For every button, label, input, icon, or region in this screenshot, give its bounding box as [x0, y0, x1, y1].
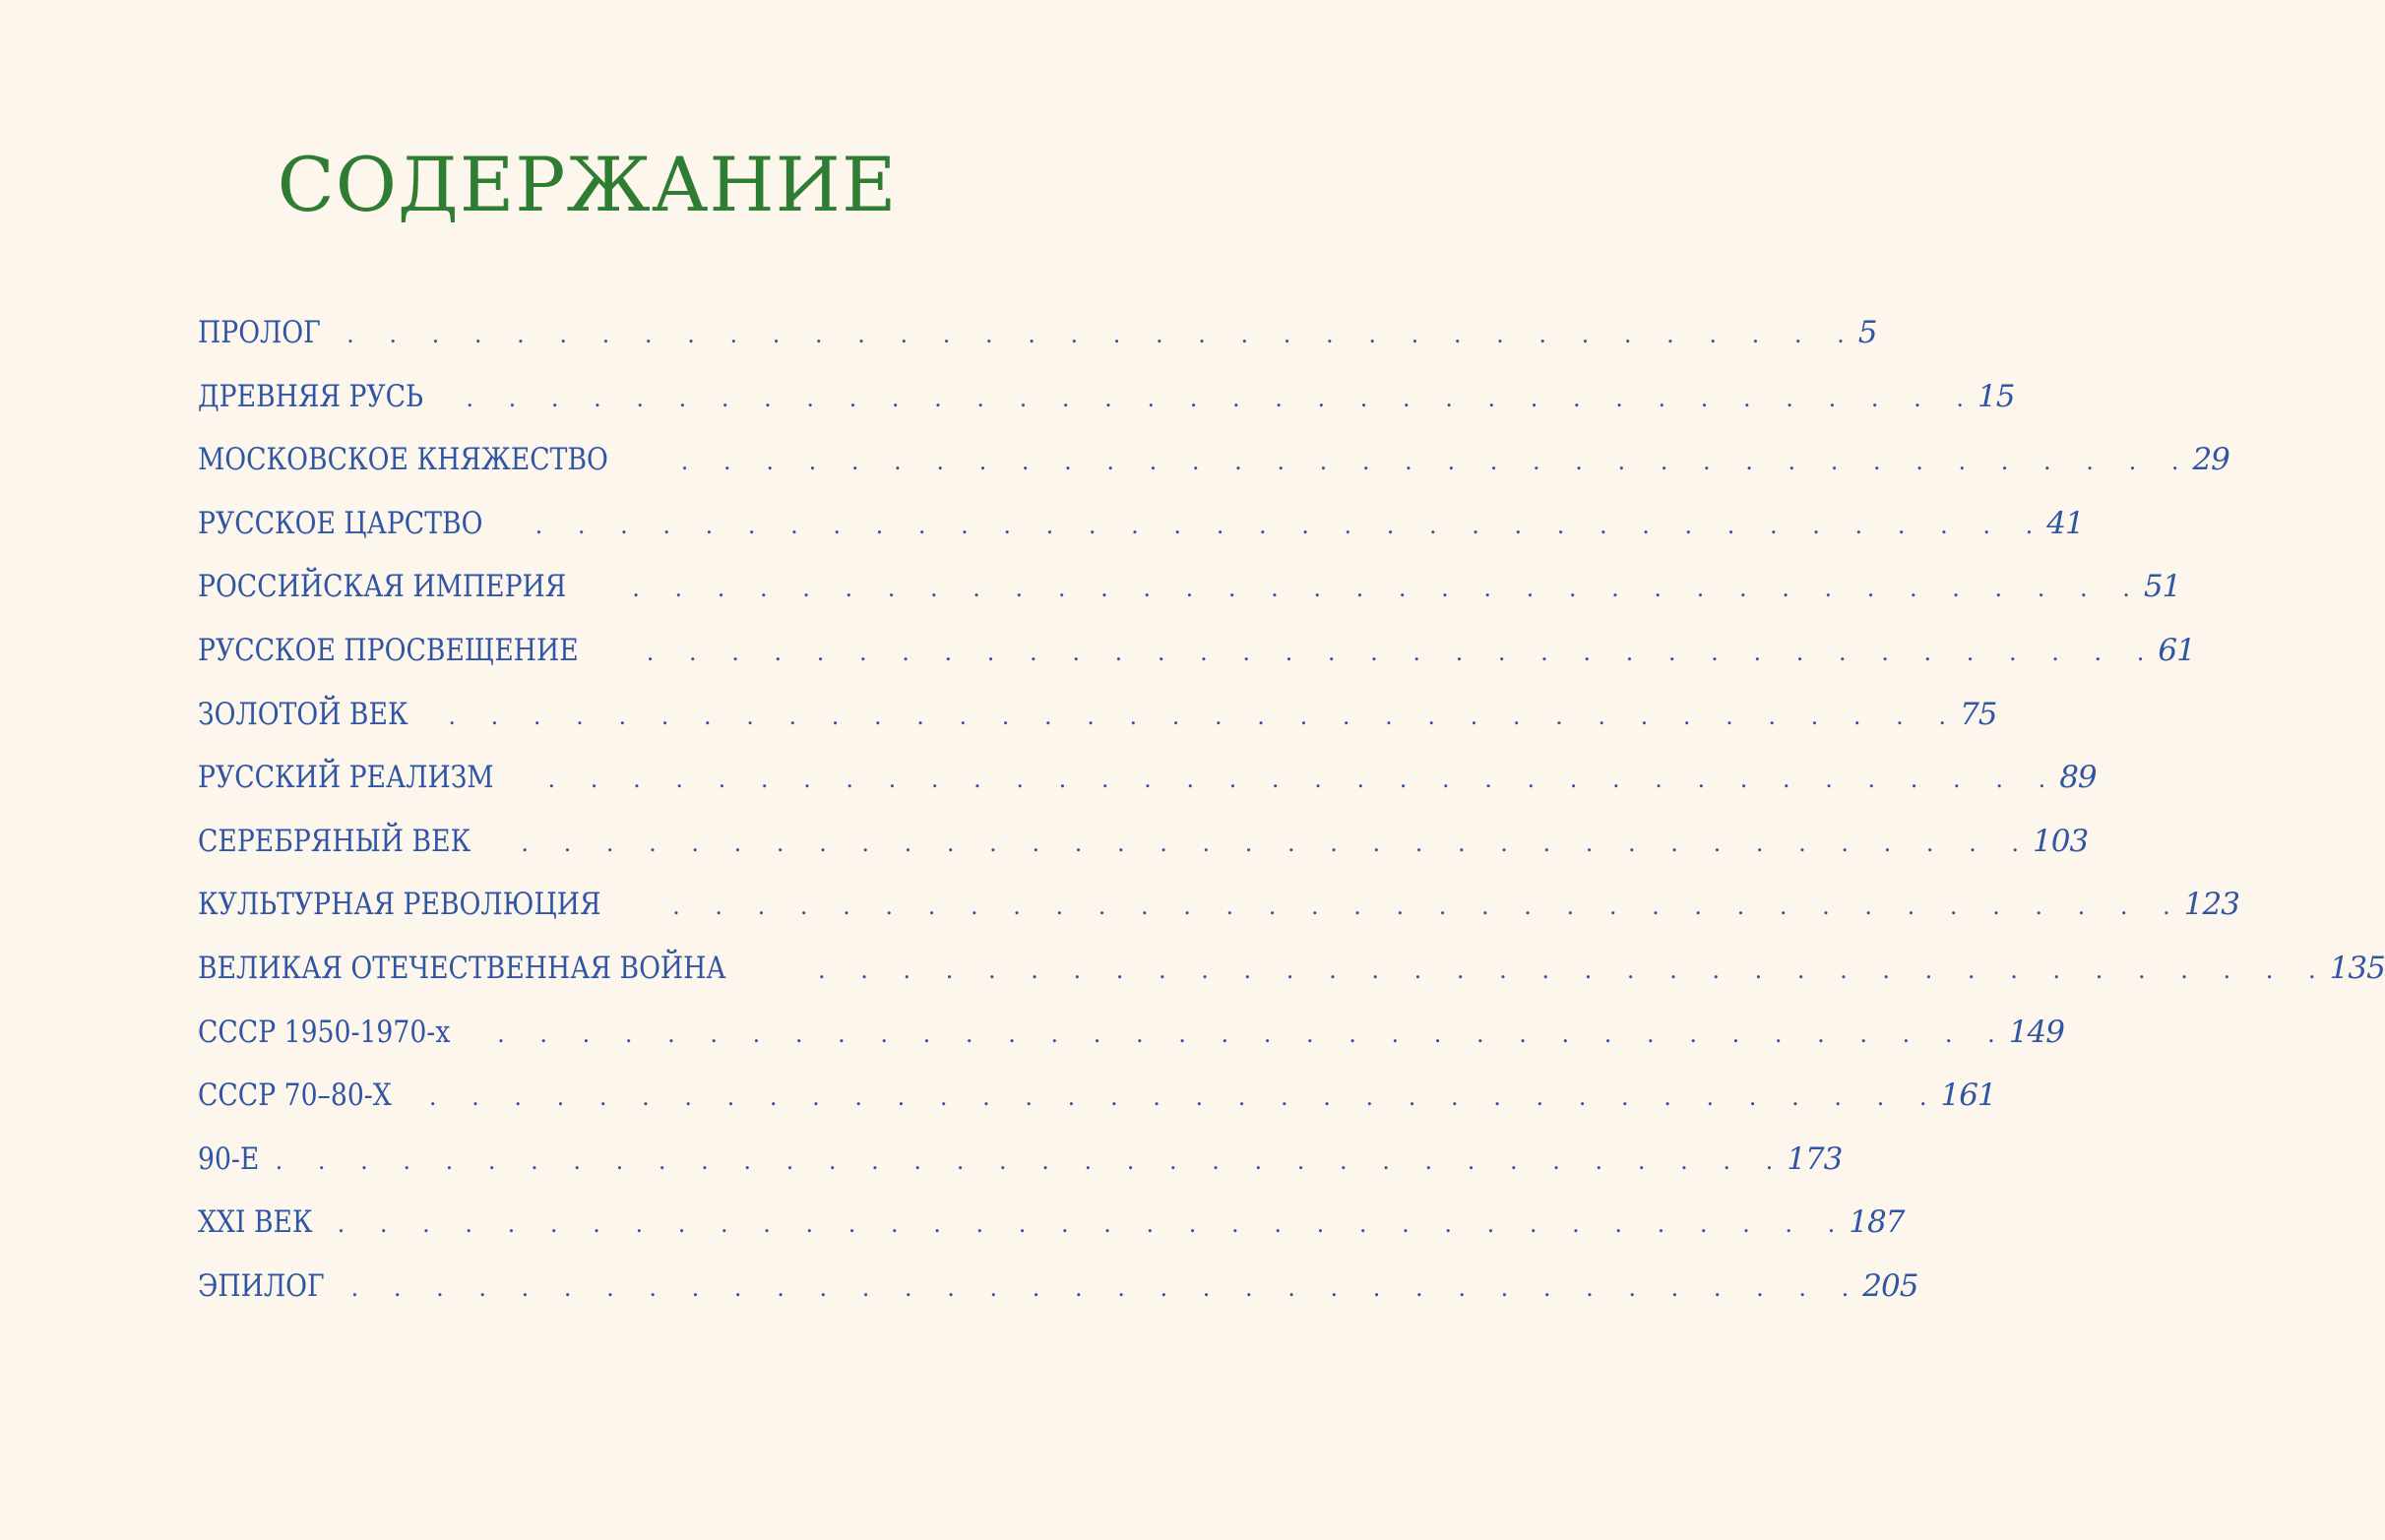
toc-entry[interactable] — [198, 887, 2239, 951]
toc-entry-label: ПРОЛОГ — [198, 315, 321, 350]
toc-entry[interactable] — [198, 505, 2084, 570]
dot-leader: . . . . . . . . . . . . . . . . . . . . . . . . . . . . . . . . . . . . — [547, 766, 2060, 794]
toc-entry-label: РУССКОЕ ЦАРСТВО — [198, 505, 483, 541]
toc-entry-label: ВЕЛИКАЯ ОТЕЧЕСТВЕННАЯ ВОЙНА — [198, 950, 726, 986]
toc-entry-page: 149 — [2008, 1014, 2064, 1050]
toc-entry[interactable] — [198, 1078, 1996, 1141]
toc-entry-label: РУССКИЙ РЕАЛИЗМ — [198, 760, 494, 796]
toc-entry[interactable] — [198, 442, 2229, 506]
toc-entry-label: ЗОЛОТОЙ ВЕК — [198, 696, 408, 732]
toc-entry-label: МОСКОВСКОЕ КНЯЖЕСТВО — [198, 442, 608, 478]
toc-entry-label: ЭПИЛОГ — [198, 1267, 325, 1304]
toc-entry-page: 173 — [1787, 1140, 1843, 1177]
toc-entry-label: СЕРЕБРЯНЫЙ ВЕК — [198, 823, 471, 859]
dot-leader: . . . . . . . . . . . . . . . . . . . . . . . . . . . . . . . . . . . . — [646, 638, 2159, 666]
dot-leader: . . . . . . . . . . . . . . . . . . . . . . . . . . . . . . . . . . . . — [680, 448, 2193, 476]
toc-entry-page: 51 — [2143, 569, 2181, 605]
toc-entry-label: 90-Е — [198, 1140, 260, 1177]
dot-leader: . . . . . . . . . . . . . . . . . . . . . . . . . . . . . . . . . . . . — [275, 1146, 1788, 1175]
toc-entry[interactable] — [198, 760, 2097, 824]
dot-leader: . . . . . . . . . . . . . . . . . . . . . . . . . . . . . . . . . . . . — [350, 1273, 1863, 1302]
page-title: СОДЕРЖАНИЕ — [277, 141, 898, 228]
toc-entry-label: ДРЕВНЯЯ РУСЬ — [198, 378, 424, 414]
dot-leader: . . . . . . . . . . . . . . . . . . . . . . . . . . . . . . . . . . . . — [346, 321, 1858, 348]
toc-entry-page: 15 — [1977, 378, 2015, 414]
toc-entry-label: СССР 70–80-Х — [198, 1078, 392, 1114]
toc-entry-page: 187 — [1849, 1204, 1905, 1241]
dot-leader: . . . . . . . . . . . . . . . . . . . . . . . . . . . . . . . . . . . . — [632, 575, 2144, 603]
toc-entry-page: 61 — [2158, 632, 2195, 668]
toc-entry-page: 103 — [2033, 823, 2089, 859]
toc-entry-label: РОССИЙСКАЯ ИМПЕРИЯ — [198, 569, 567, 605]
toc-entry[interactable] — [198, 632, 2195, 697]
table-of-contents — [198, 315, 2385, 1332]
toc-entry[interactable] — [198, 315, 1877, 379]
toc-entry-page: 75 — [1960, 696, 1997, 732]
dot-leader: . . . . . . . . . . . . . . . . . . . . . . . . . . . . . . . . . . . . — [466, 384, 1977, 412]
toc-entry-page: 135 — [2329, 950, 2385, 986]
toc-entry[interactable] — [198, 696, 1997, 761]
dot-leader: . . . . . . . . . . . . . . . . . . . . . . . . . . . . . . . . . . . . — [448, 702, 1961, 730]
toc-entry[interactable] — [198, 569, 2181, 633]
toc-entry[interactable] — [198, 823, 2089, 888]
dot-leader: . . . . . . . . . . . . . . . . . . . . . . . . . . . . . . . . . . . . — [534, 511, 2047, 539]
toc-entry-page: 205 — [1862, 1267, 1918, 1304]
toc-entry-label: КУЛЬТУРНАЯ РЕВОЛЮЦИЯ — [198, 887, 601, 923]
toc-entry-label: СССР 1950-1970-х — [198, 1014, 451, 1050]
toc-entry-page: 89 — [2059, 760, 2097, 796]
toc-entry[interactable] — [198, 378, 2015, 443]
dot-leader: . . . . . . . . . . . . . . . . . . . . . . . . . . . . . . . . . . . . — [497, 1019, 2009, 1048]
toc-entry-label: РУССКОЕ ПРОСВЕЩЕНИЕ — [198, 632, 579, 668]
toc-entry[interactable] — [198, 1204, 1905, 1268]
dot-leader: . . . . . . . . . . . . . . . . . . . . . . . . . . . . . . . . . . . . — [817, 955, 2330, 984]
toc-entry[interactable] — [198, 950, 2385, 1015]
toc-entry-page: 41 — [2046, 505, 2084, 541]
dot-leader: . . . . . . . . . . . . . . . . . . . . . . . . . . . . . . . . . . . . — [337, 1210, 1850, 1239]
toc-entry-label: XXI ВЕК — [198, 1204, 313, 1241]
toc-entry[interactable] — [198, 1267, 1918, 1332]
toc-entry[interactable] — [198, 1140, 1843, 1205]
toc-entry-page: 123 — [2183, 887, 2239, 923]
toc-entry-page: 161 — [1940, 1078, 1996, 1114]
toc-entry-page: 29 — [2192, 442, 2229, 478]
dot-leader: . . . . . . . . . . . . . . . . . . . . . . . . . . . . . . . . . . . . — [521, 829, 2033, 857]
toc-entry-page: 5 — [1857, 315, 1877, 350]
dot-leader: . . . . . . . . . . . . . . . . . . . . . . . . . . . . . . . . . . . . — [428, 1083, 1941, 1112]
dot-leader: . . . . . . . . . . . . . . . . . . . . . . . . . . . . . . . . . . . . — [672, 893, 2184, 921]
toc-entry[interactable] — [198, 1014, 2064, 1078]
